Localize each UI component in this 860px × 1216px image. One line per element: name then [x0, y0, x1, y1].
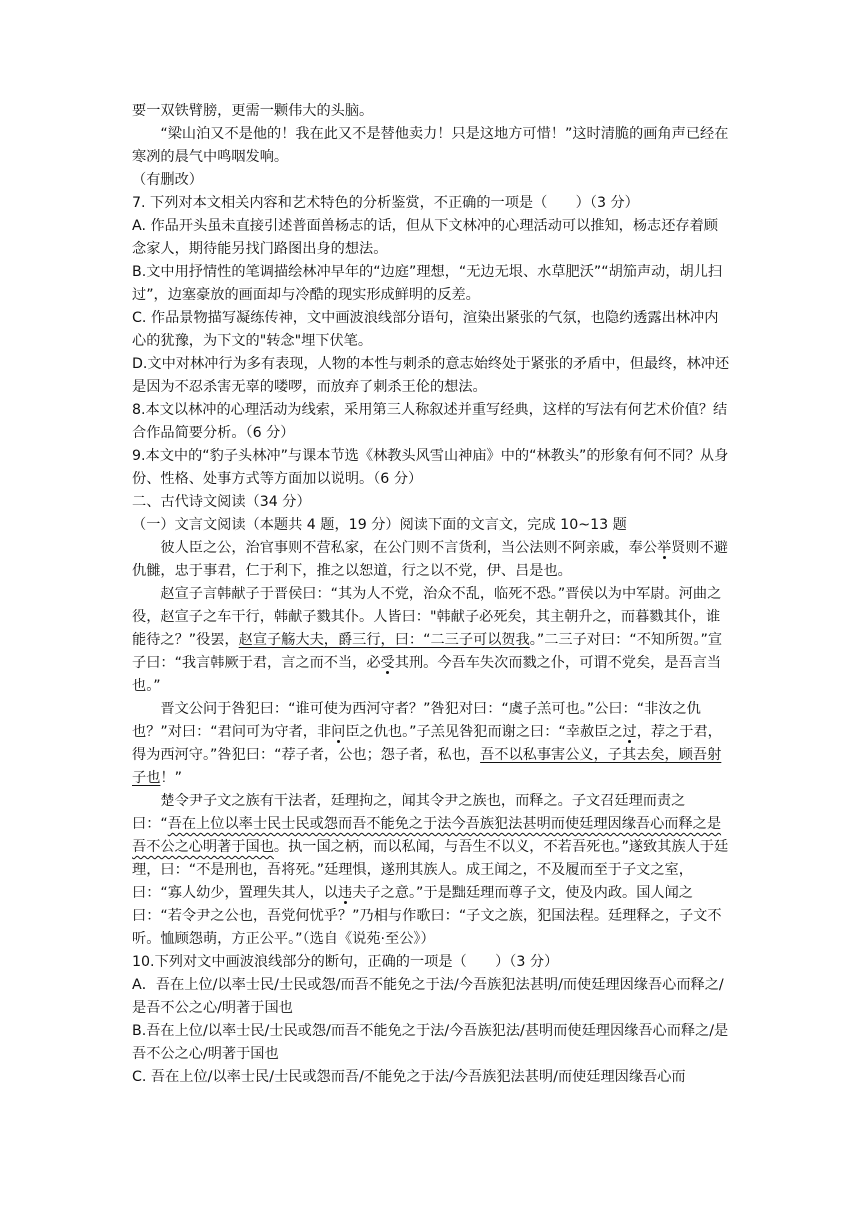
text-paragraph: “梁山泊又不是他的！我在此又不是替他卖力！只是这地方可惜！”这时清脆的画角声已经在寒冽的晨气中鸣咽发响。 — [132, 126, 729, 165]
passage-text: 晋文公问于咎犯曰：“谁可使为西河守者？”咎犯对曰：“虞子羔可也。”公曰：“非汝之仇也？”对曰：“君问可为守者，非 — [132, 701, 701, 740]
dotted-character: 受 — [380, 655, 395, 671]
dotted-character: 问 — [331, 724, 346, 740]
passage-text: 。”二三子对曰：“不知所贺。”宣子曰：“我言韩厥于君，言之而不当，必 — [132, 632, 723, 671]
passage-paragraph-3 — [132, 698, 732, 790]
passage-text: 彼人臣之公，治官事则不营私家，在公门则不言货利，当公法则不阿亲戚，奉公 — [160, 540, 657, 556]
question-10-option-b: B.吾在上位/以率士民/士民或怨/而吾不能免之于法/今吾族犯法/甚明而使廷理因缘吾心而释之/是吾不公之心/明著于国也 — [132, 1023, 729, 1062]
question-7-option-a: A. 作品开头虽未直接引述普面兽杨志的话，但从下文林冲的心理活动可以推知，杨志还存着顾念家人，期待能另找门路图出身的想法。 — [132, 218, 718, 257]
passage-text: 臣之仇也。”子羔见咎犯而谢之曰：“幸赦臣之 — [345, 724, 623, 740]
text-line: 要一双铁臂膀，更需一颗伟大的头脑。 — [132, 103, 374, 119]
wavy-underlined-sentence: 吾在上位以率士民士民或怨而吾不能免之于法今吾族犯法甚明而使廷理因缘吾心而释之是吾不公之心明著于国也 — [132, 816, 722, 855]
underlined-sentence: 吾不以私事害公义，子其去矣，顾吾射子也 — [132, 747, 722, 786]
passage-text: 赵宣子言韩献子于晋侯曰：“其为人不党，治众不乱，临死不恐。”晋侯以为中军尉。河曲之役，赵宣子之车干行，韩献子戮其仆。人皆曰："韩献子必死矣，其主朝升之，而暮戮其仆，谁能待之？”役罢， — [132, 586, 722, 648]
question-7-option-c: C. 作品景物描写凝练传神，文中画波浪线部分语句，渲染出紧张的气氛，也隐约透露出林冲内心的犹豫，为下文的"转念"埋下伏笔。 — [132, 310, 719, 349]
question-9: 9.本文中的“豹子头林冲”与课本节选《林教头风雪山神庙》中的“林教头”的形象有何不同？从身份、性格、处事方式等方面加以说明。（6 分） — [132, 448, 729, 487]
passage-text: 。执一国之柄，而以私闻，与吾生不以义，不若吾死也。”遂致其族人于廷理，曰：“不是刑也，吾将死。”廷理惧，遂刑其族人。成王闻之，不及履而至于子文之室，曰：“寡人幼少，置理失其人，以 — [132, 839, 729, 901]
source-note: （有删改） — [132, 172, 203, 188]
subsection-heading: （一）文言文阅读（本题共 4 题，19 分）阅读下面的文言文，完成 10~13 题 — [132, 517, 627, 533]
question-10-option-c: C. 吾在上位/以率士民/士民或怨而吾/不能免之于法/今吾族犯法甚明/而使廷理因缘吾心而 — [132, 1069, 686, 1085]
passage-text: 楚令尹子文之族有干法者，廷理拘之，闻其令尹之族也，而释之。子文召廷理而责之曰：“ — [132, 793, 686, 832]
passage-text: 贤则不避仇雠，忠于事君，仁于利下，推之以恕道，行之以不党，伊、吕是也。 — [132, 540, 728, 579]
dotted-character: 过 — [622, 724, 637, 740]
passage-paragraph-4 — [132, 790, 732, 951]
question-7-stem: 7. 下列对本文相关内容和艺术特色的分析鉴赏，不正确的一项是（ ）（3 分） — [132, 195, 639, 211]
passage-paragraph-2 — [132, 583, 732, 698]
question-7-option-d: D.文中对林冲行为多有表现，人物的本性与刺杀的意志始终处于紧张的矛盾中，但最终，林冲还是因为不忍杀害无辜的喽啰，而放弃了刺杀王伦的想法。 — [132, 356, 730, 395]
section-heading: 二、古代诗文阅读（34 分） — [132, 494, 311, 510]
question-10-stem: 10.下列对文中画波浪线部分的断句，正确的一项是（ ）（3 分） — [132, 954, 559, 970]
question-7-option-b: B.文中用抒情性的笔调描绘林冲早年的“边庭”理想，“无边无垠、水草肥沃”“胡笳声动，胡儿扫过”，边塞豪放的画面却与冷酷的现实形成鲜明的反差。 — [132, 264, 723, 303]
passage-text: ，荐之于君，得为西河守。”咎犯曰：“荐子者，公也；怨子者，私也， — [132, 724, 722, 763]
question-8: 8.本文以林冲的心理活动为线索，采用第三人称叙述并重写经典，这样的写法有何艺术价值？结合作品简要分析。（6 分） — [132, 402, 728, 441]
question-10-option-a: A．吾在上位/以率士民/士民或怨/而吾不能免之于法/今吾族犯法甚明/而使廷理因缘吾心而释之/是吾不公之心/明著于国也 — [132, 977, 724, 1016]
passage-text: 其刑。今吾车失次而戮之仆，可谓不党矣，是吾言当也。” — [132, 655, 722, 694]
dotted-character: 举 — [656, 540, 672, 556]
passage-text: 夫子之意。”于是黜廷理而尊子文，使及内政。国人闻之曰：“若令尹之公也，吾党何忧乎？”乃相与作歌曰：“子文之族，犯国法程。廷理释之，子文不听。恤顾怨萌，方正公平。”（选自《说苑·至公》） — [132, 885, 722, 947]
dotted-character: 违 — [337, 885, 353, 901]
passage-paragraph-1 — [132, 537, 732, 583]
underlined-sentence: 赵宣子觞大夫，爵三行，曰：“二三子可以贺我 — [238, 632, 530, 648]
passage-text: ！” — [160, 770, 182, 786]
